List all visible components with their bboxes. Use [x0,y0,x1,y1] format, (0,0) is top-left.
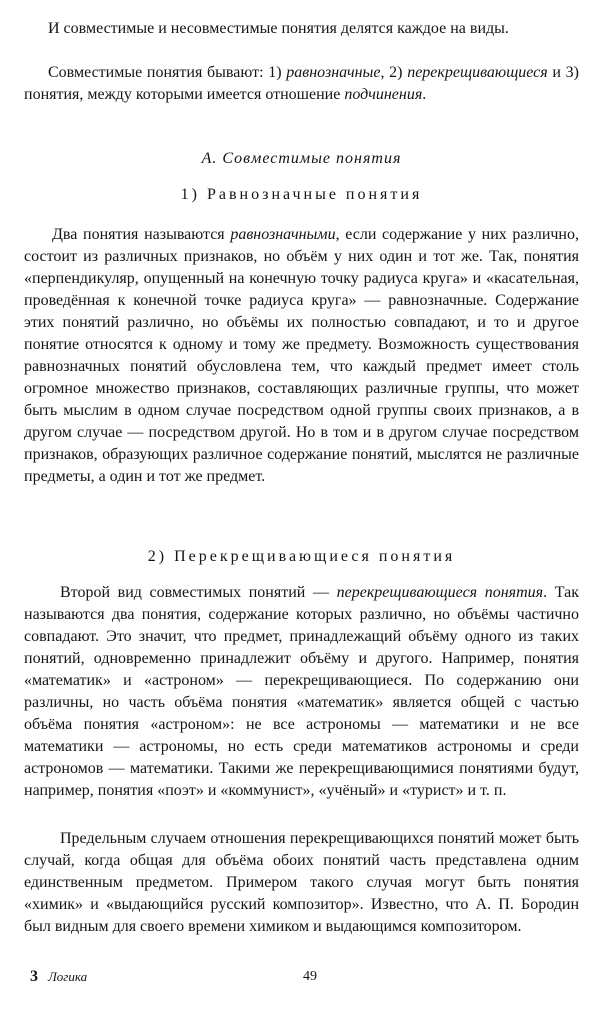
intro-p2-text-g: . [422,86,427,103]
term-crossing: перекрещивающиеся [407,64,548,81]
intro-p2-text-e: и 3) понятия, между которыми имеется отношение [24,64,580,103]
intro-paragraph-2 [24,62,579,106]
term-equivalent: равнозначные [286,64,381,81]
subsection-1-text-c: , если содержание у них различно, состоит из различных признаков, но объём у них один и тот же. Так, понятия «перпендикуляр, опущенный на конечную точку радиуса круга» и «касательная, проведённая к конечной точке радиуса круга» — равнозначные. Содержание этих понятий различно, но объёмы их полностью совпадают, и то и другое понятие относятся к одному и тому же предмету. Возможность существования равнозначных понятий обусловлена тем, что каждый предмет имеет столь огромное множество признаков, составляющих различные группы, что может быть мыслим в одном случае посредством одной группы своих признаков, а в другом случае — посредством другой. Но в том и в другом случае посредством признаков, образующих различное содержание понятий, мыслятся не различные предметы, а один и тот же предмет. [24,226,579,485]
signature-number: 3 [30,968,38,985]
printer-signature [30,968,87,986]
subsection-2-heading: 2) Перекрещивающиеся понятия [147,548,456,565]
intro-paragraph-1 [24,18,579,40]
subsection-2-paragraph-2 [24,828,579,938]
signature-word: Логика [48,969,88,984]
term-crossing-definition: перекрещивающиеся понятия [336,584,544,601]
section-a-heading: А. Совместимые понятия [201,150,402,167]
subsection-2-text-a: Второй вид совместимых понятий — [60,584,337,601]
intro-paragraph-1-text: И совместимые и несовместимые понятия делятся каждое на виды. [48,20,509,37]
intro-p2-text-a: Совместимые понятия бывают: 1) [48,64,287,81]
subsection-2-paragraph-2-text: Предельным случаем отношения перекрещивающихся понятий может быть случай, когда общая для объёма обоих понятий часть представлена одним единственным предметом. Примером такого случая могут быть понятия «химик» и «выдающийся русский композитор». Известно, что А. П. Бородин был видным для своего времени химиком и выдающимся композитором. [24,830,579,935]
intro-p2-text-c: , 2) [380,64,408,81]
term-equivalent-definition: равнозначными [230,226,336,243]
subsection-1-paragraph [24,224,579,488]
term-subordination: подчинения [344,86,423,103]
subsection-2-paragraph-1 [24,582,579,802]
page-number: 49 [303,969,317,984]
subsection-2-text-c: . Так называются два понятия, содержание которых различно, но объёмы частично совпадают. Это значит, что предмет, принадлежащий объёму одного из таких понятий, одновременно принадлежит объёму и другого. Например, понятия «математик» и «астроном» — перекрещивающиеся. По содержанию они различны, но часть объёма понятия «математик» является общей с частью объёма понятия «астроном»: не все астрономы — математики и не все математики — астрономы, но есть среди математиков астрономы и среди астрономов — математики. Такими же перекрещивающимися понятиями будут, например, понятия «поэт» и «коммунист», «учёный» и «турист» и т. п. [24,584,579,799]
subsection-1-text-a: Два понятия называются [52,226,231,243]
subsection-1-heading: 1) Равнозначные понятия [180,186,423,203]
